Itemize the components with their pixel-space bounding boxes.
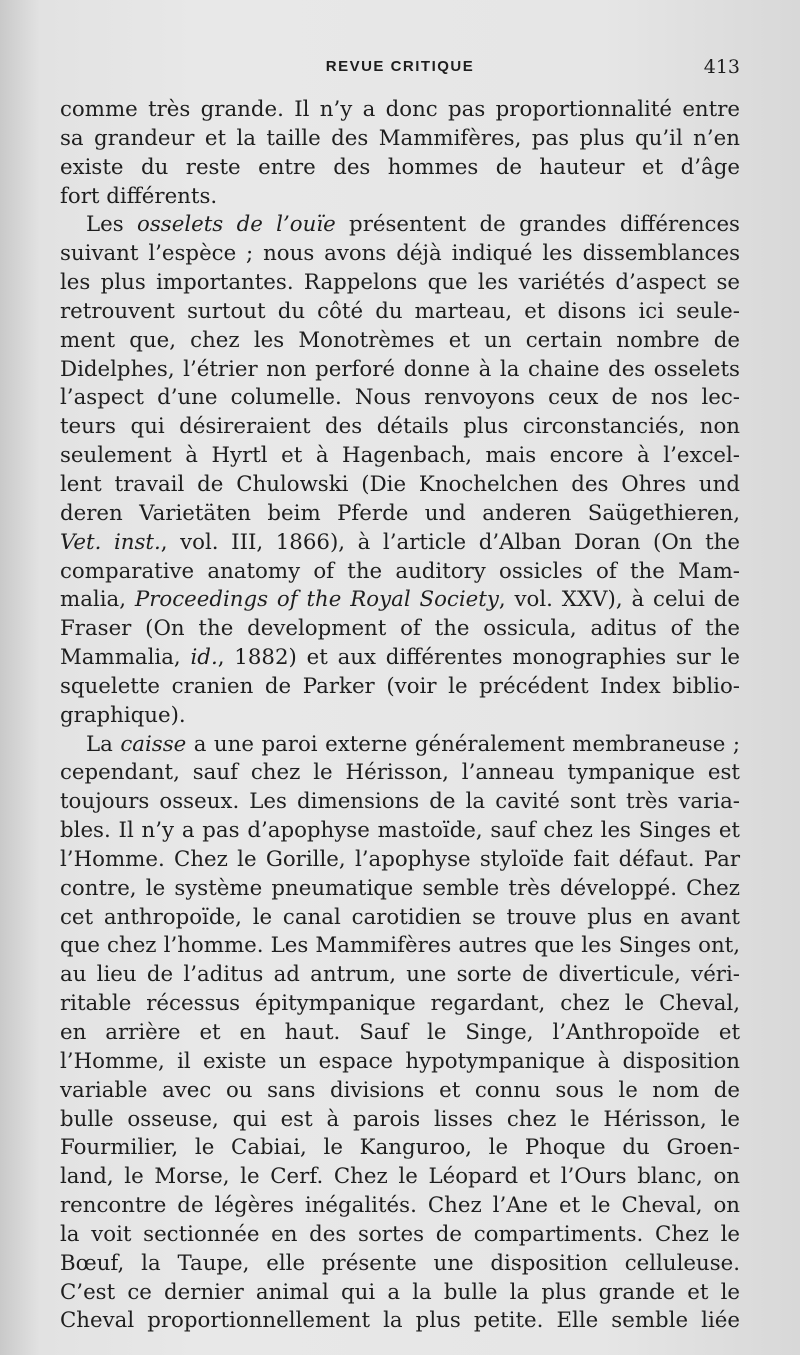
text-segment: cependant, sauf chez le Hérisson, l’anneau tympanique est	[60, 760, 740, 786]
italic-text: caisse	[120, 731, 187, 757]
text-line	[60, 759, 740, 788]
text-segment: que chez l’homme. Les Mammifères autres que les Singes ont,	[60, 933, 740, 959]
text-segment: l’aspect d’une columelle. Nous renvoyons ceux de nos lec-	[60, 385, 740, 411]
text-line	[60, 384, 740, 413]
text-segment: la voit sectionnée en des sortes de compartiments. Chez le	[60, 1221, 740, 1247]
page-header	[60, 58, 740, 84]
text-segment: Mammalia,	[60, 645, 191, 671]
text-line	[60, 1250, 740, 1279]
text-line	[60, 961, 740, 990]
text-segment: seulement à Hyrtl et à Hagenbach, mais encore à l’excel-	[60, 443, 740, 469]
text-segment: fort différents.	[60, 183, 218, 209]
text-line	[60, 731, 740, 760]
text-line	[60, 529, 740, 558]
text-line	[60, 875, 740, 904]
text-line	[60, 240, 740, 269]
text-segment: toujours osseux. Les dimensions de la cavité sont très varia-	[60, 789, 740, 815]
text-line	[60, 96, 740, 125]
text-line	[60, 788, 740, 817]
text-segment: ritable récessus épitympanique regardant, chez le Cheval,	[60, 991, 740, 1017]
text-segment: Fourmilier, le Cabiai, le Kanguroo, le Phoque du Groen-	[60, 1135, 740, 1161]
text-line	[60, 500, 740, 529]
text-line	[60, 327, 740, 356]
text-segment: l’Homme. Chez le Gorille, l’apophyse styloïde fait défaut. Par	[60, 846, 740, 872]
text-line	[60, 817, 740, 846]
italic-text: Vet. inst.	[60, 529, 161, 555]
italic-text: Proceedings of the Royal Society	[134, 587, 499, 613]
text-line	[60, 702, 740, 731]
running-title: REVUE CRITIQUE	[325, 58, 475, 75]
text-segment: squelette cranien de Parker (voir le précédent Index biblio-	[60, 673, 740, 699]
text-line	[60, 356, 740, 385]
text-segment: graphique).	[60, 702, 186, 728]
text-line	[60, 1163, 740, 1192]
text-line	[60, 442, 740, 471]
text-segment: Didelphes, l’étrier non perforé donne à la chaine des osselets	[60, 356, 740, 382]
text-segment: les plus importantes. Rappelons que les variétés d’aspect se	[60, 270, 740, 296]
text-segment: La	[86, 731, 121, 757]
text-line	[60, 1279, 740, 1308]
text-line	[60, 125, 740, 154]
text-line	[60, 154, 740, 183]
text-segment: au lieu de l’aditus ad antrum, une sorte de diverticule, véri-	[60, 962, 740, 988]
text-line	[60, 990, 740, 1019]
text-segment: Cheval proportionnellement la plus petite. Elle semble liée	[60, 1308, 740, 1334]
text-segment: malia,	[60, 587, 135, 613]
text-line	[60, 644, 740, 673]
text-segment: bulle osseuse, qui est à parois lisses chez le Hérisson, le	[60, 1106, 740, 1132]
text-segment: , vol. XXV), à celui de	[498, 587, 740, 613]
text-line	[60, 586, 740, 615]
text-segment: suivant l’espèce ; nous avons déjà indiqué les dissemblances	[60, 241, 740, 267]
page-number: 413	[703, 56, 740, 78]
text-segment: C’est ce dernier animal qui a la bulle la plus grande et le	[60, 1279, 740, 1305]
text-segment: Bœuf, la Taupe, elle présente une disposition celluleuse.	[60, 1250, 740, 1276]
text-line	[60, 211, 740, 240]
text-segment: cet anthropoïde, le canal carotidien se trouve plus en avant	[60, 904, 740, 930]
text-line	[60, 298, 740, 327]
text-line	[60, 1106, 740, 1135]
text-line	[60, 932, 740, 961]
text-line	[60, 558, 740, 587]
text-segment: Fraser (On the development of the ossicula, aditus of the	[60, 616, 740, 642]
text-segment: teurs qui désireraient des détails plus circonstanciés, non	[60, 414, 740, 440]
text-segment: , 1882) et aux différentes monographies sur le	[217, 645, 740, 671]
text-line	[60, 1307, 740, 1336]
text-segment: variable avec ou sans divisions et connu sous le nom de	[60, 1077, 740, 1103]
text-line	[60, 1192, 740, 1221]
body-text	[60, 96, 740, 1336]
text-line	[60, 1048, 740, 1077]
text-segment: retrouvent surtout du côté du marteau, et disons ici seule-	[60, 298, 740, 324]
text-segment: ment que, chez les Monotrèmes et un certain nombre de	[60, 327, 740, 353]
text-line	[60, 1221, 740, 1250]
italic-text: id.	[190, 645, 218, 671]
text-segment: existe du reste entre des hommes de hauteur et d’âge	[60, 154, 740, 180]
text-line	[60, 413, 740, 442]
text-segment: lent travail de Chulowski (Die Knochelchen des Ohres und	[60, 471, 740, 497]
text-line	[60, 1019, 740, 1048]
text-line	[60, 904, 740, 933]
text-segment: présentent de grandes différences	[335, 212, 740, 238]
text-segment: bles. Il n’y a pas d’apophyse mastoïde, sauf chez les Singes et	[60, 818, 740, 844]
text-segment: comparative anatomy of the auditory ossicles of the Mam-	[60, 558, 740, 584]
text-segment: l’Homme, il existe un espace hypotympanique à disposition	[60, 1048, 740, 1074]
text-segment: sa grandeur et la taille des Mammifères, pas plus qu’il n’en	[60, 125, 740, 151]
text-segment: land, le Morse, le Cerf. Chez le Léopard et l’Ours blanc, on	[60, 1164, 740, 1190]
text-segment: a une paroi externe généralement membraneuse ;	[186, 731, 741, 757]
text-line	[60, 1077, 740, 1106]
text-segment: Les	[86, 212, 138, 238]
text-segment: contre, le système pneumatique semble très développé. Chez	[60, 875, 740, 901]
text-segment: , vol. III, 1866), à l’article d’Alban Doran (On the	[160, 529, 740, 555]
text-line	[60, 269, 740, 298]
text-segment: en arrière et en haut. Sauf le Singe, l’Anthropoïde et	[60, 1020, 740, 1045]
text-line	[60, 471, 740, 500]
text-line	[60, 615, 740, 644]
text-segment: deren Varietäten beim Pferde und anderen Saügethieren,	[60, 500, 740, 526]
text-line	[60, 673, 740, 702]
text-segment: rencontre de légères inégalités. Chez l’Ane et le Cheval, on	[60, 1193, 740, 1219]
text-line	[60, 183, 740, 212]
text-line	[60, 1134, 740, 1163]
text-line	[60, 846, 740, 875]
text-segment: comme très grande. Il n’y a donc pas proportionnalité entre	[60, 97, 740, 122]
italic-text: osselets de l’ouïe	[137, 212, 336, 238]
